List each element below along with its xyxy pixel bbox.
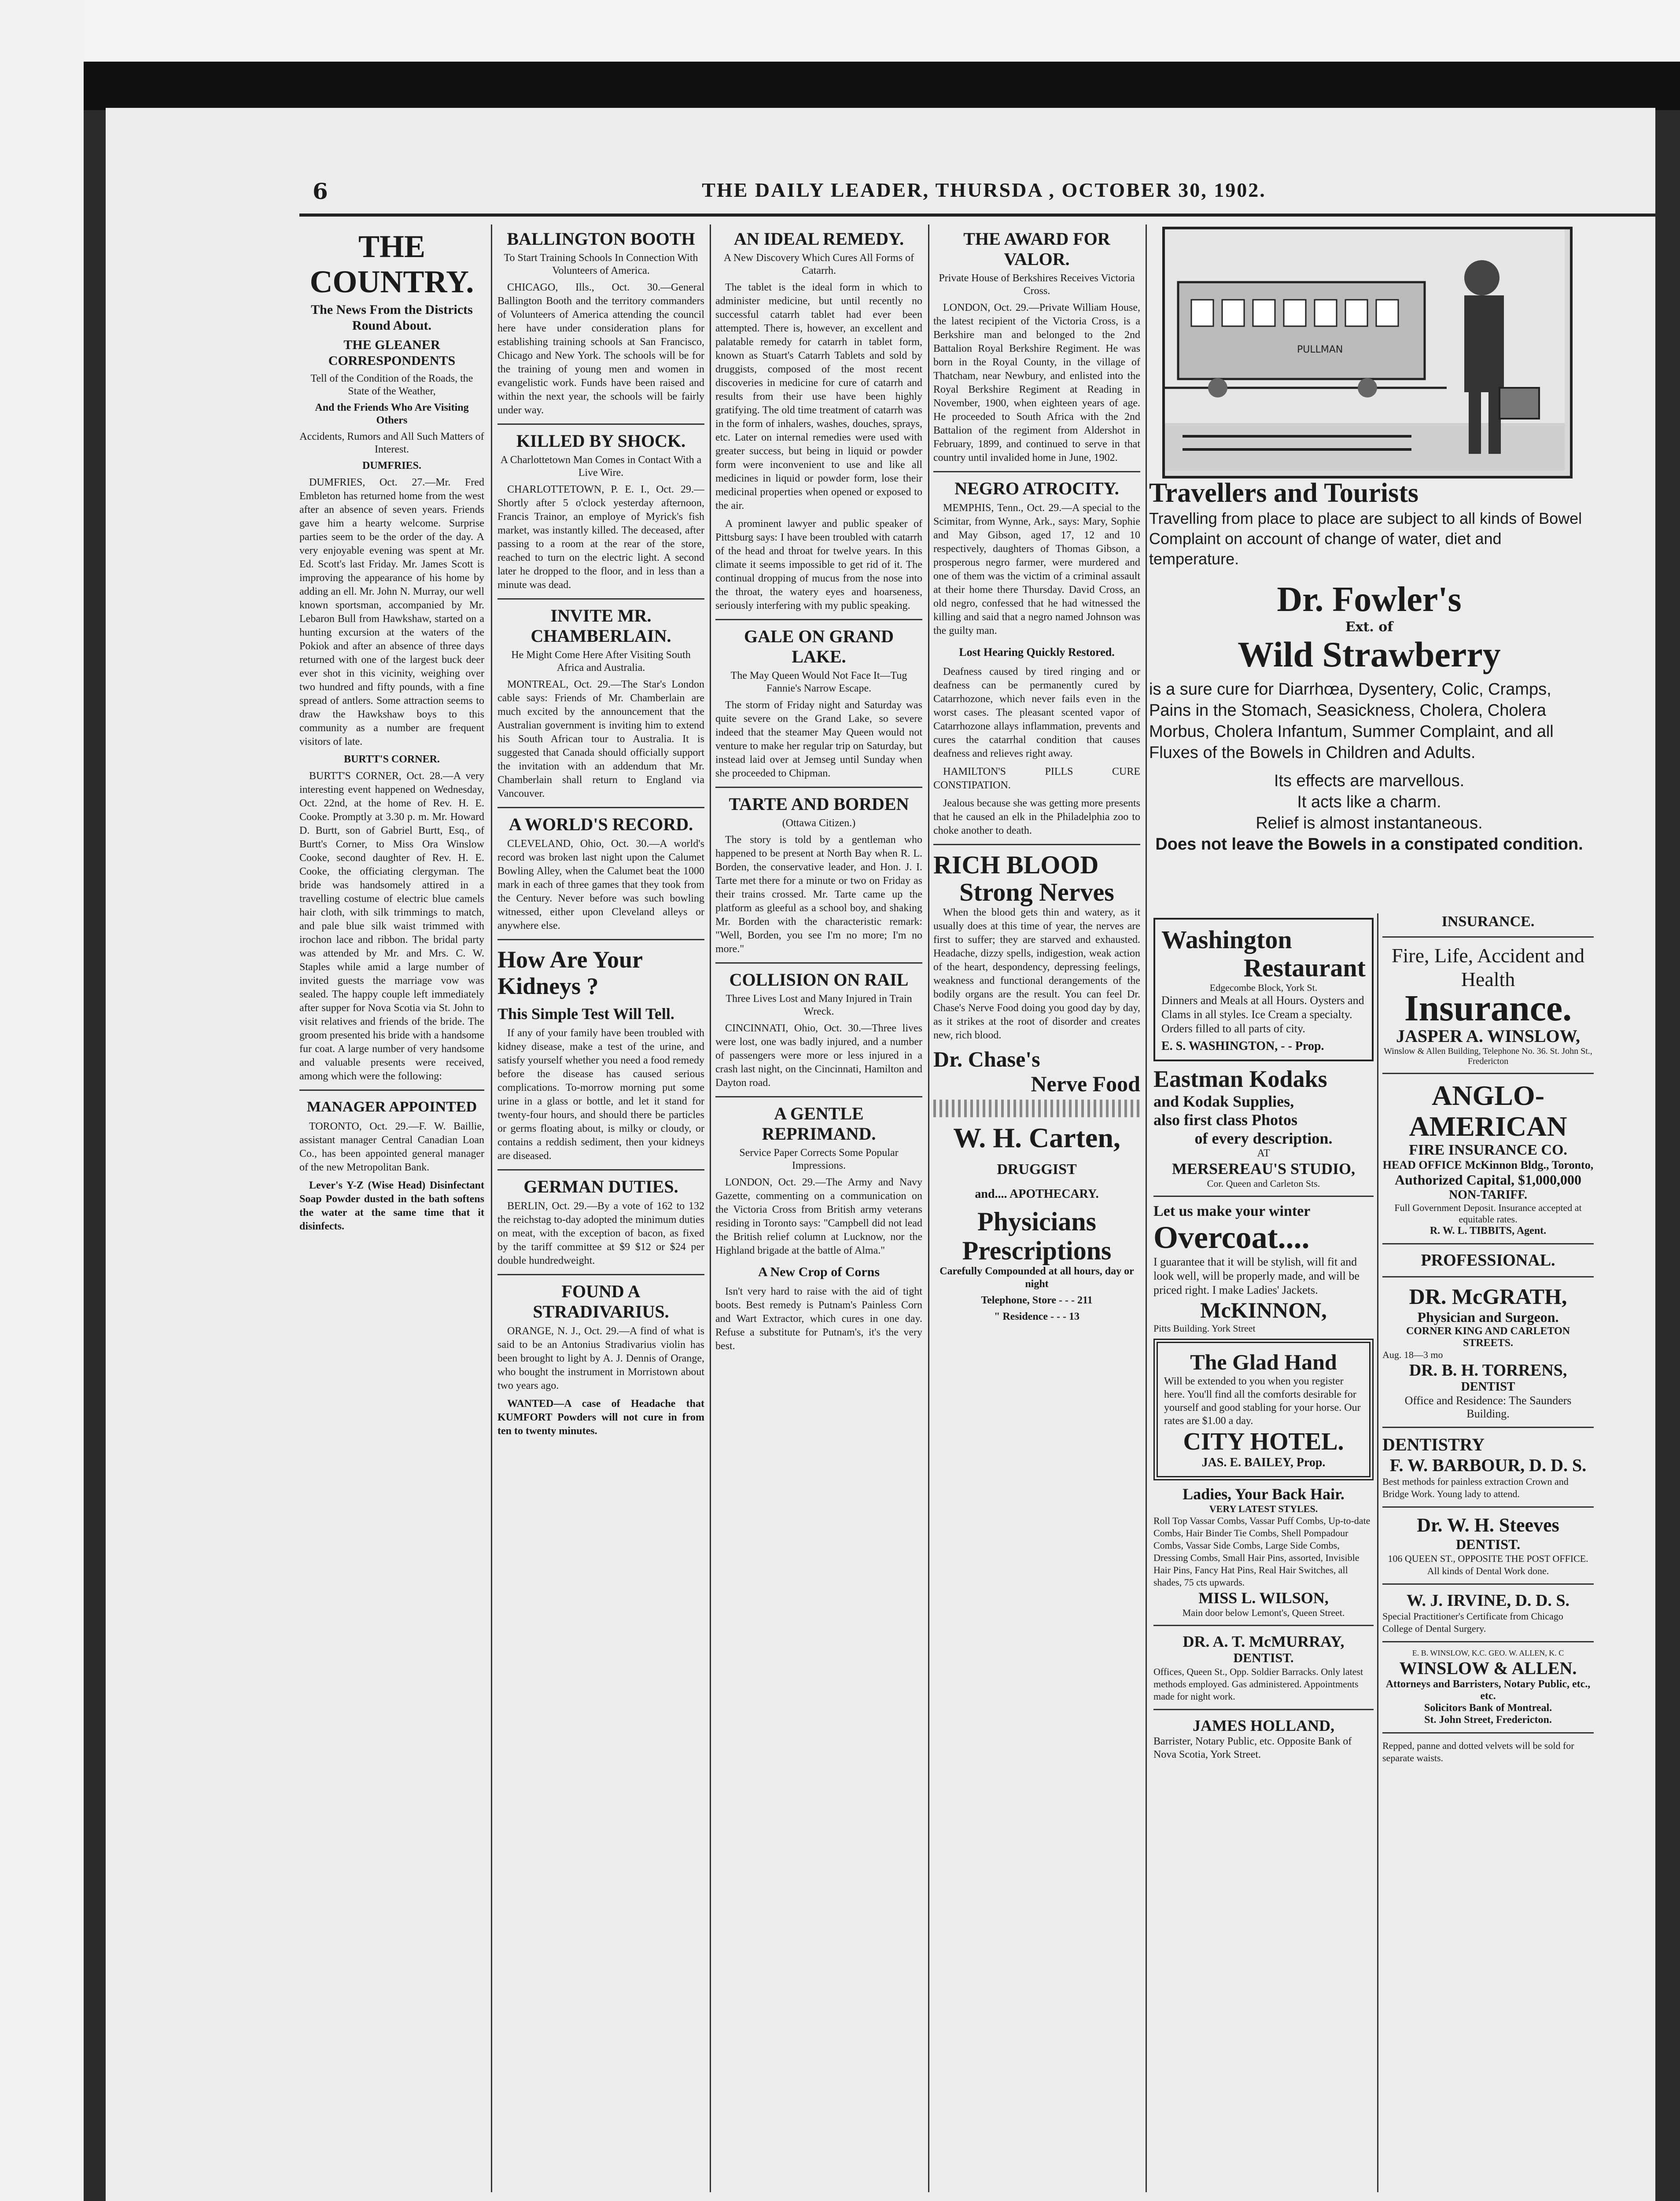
- ad-headline: Physicians Prescriptions: [962, 1207, 1112, 1265]
- headline: Lost Hearing Quickly Restored.: [959, 646, 1115, 659]
- ad-text: E. S. WASHINGTON, - - Prop.: [1161, 1039, 1324, 1053]
- headline: GALE ON GRAND LAKE.: [744, 626, 894, 666]
- headline: NEGRO ATROCITY.: [954, 478, 1119, 498]
- ad-text: Relief is almost instantaneous.: [1256, 814, 1483, 832]
- ad-name: McKINNON,: [1200, 1298, 1327, 1322]
- article-text: The storm of Friday night and Saturday was quite severe on the Grand Lake, so severe indeed that the steamer May Queen would not venture to make her regular trip on Saturday, but instead laid over at Jemseg until Sunday when she proceeded to Chipman.: [715, 699, 922, 779]
- ad-name: JASPER A. WINSLOW,: [1396, 1026, 1580, 1046]
- subhead: The News From the Districts Round About.: [311, 302, 473, 333]
- newspaper-page: [106, 108, 1655, 2201]
- ad-text: 106 QUEEN ST., OPPOSITE THE POST OFFICE. All kinds of Dental Work done.: [1388, 1553, 1588, 1576]
- washington-restaurant-ad: [1153, 918, 1374, 1061]
- ad-text: Does not leave the Bowels in a constipated condition.: [1155, 835, 1583, 854]
- divider: [1382, 1243, 1594, 1244]
- ad-text: If any of your family have been troubled with kidney disease, make a test of the urine, and satisfy yourself whether you need a food remedy before the disease has caused serious complications. To-morrow morning put some urine in a glass or bottle, and let it stand for twenty-four hours, and should there be particles or germs floating about, is milky or cloudy, or contains a reddish sediment, then your kidneys are diseased.: [497, 1027, 704, 1162]
- ad-headline-rich-blood: RICH BLOOD: [933, 850, 1099, 879]
- column-2: [497, 225, 704, 2192]
- article-text: MONTREAL, Oct. 29.—The Star's London cable says: Friends of Mr. Chamberlain are much excited by the announcement that the Australian government is inviting him to extend his South African tour to Australia. It is suggested that Canada should officially support the invitation with an addendum that Mr. Chamberlain shall return to England via Vancouver.: [497, 679, 704, 799]
- subhead: Accidents, Rumors and All Such Matters of Interest.: [299, 431, 484, 455]
- column-rule: [928, 225, 929, 2192]
- column-rule: [1146, 225, 1147, 2192]
- ad-text: Authorized Capital, $1,000,000: [1395, 1172, 1581, 1188]
- ad-text: and Kodak Supplies,: [1153, 1093, 1294, 1110]
- ad-headline-overcoat: Overcoat....: [1153, 1220, 1310, 1255]
- ad-text: E. B. WINSLOW, K.C. GEO. W. ALLEN, K. C: [1412, 1649, 1564, 1657]
- ad-headline-strong-nerves: Strong Nerves: [959, 878, 1114, 906]
- ad-text: When the blood gets thin and watery, as it usually does at this time of year, the nerves are first to suffer; they are starved and exhausted. Headache, dizzy spells, indigestion, weak action of the heart, despondency, depressing feelings, weakness and functional derangements of the bodily organs are the result. You can feel Dr. Chase's Nerve Food doing you good day by day, as it strikes at the root of disorder and creates new, rich blood.: [933, 907, 1140, 1041]
- headline: MANAGER APPOINTED: [306, 1099, 477, 1115]
- subhead: A Charlottetown Man Comes in Contact With a Live Wire.: [500, 454, 702, 478]
- ad-text: Roll Top Vassar Combs, Vassar Puff Combs, Up-to-date Combs, Hair Binder Tie Combs, Shell Pompadour Combs, Vassar Side Combs, Large Side Combs, Dressing Combs, Small Hair Pins, assorted, Invisible Hair Pins, Fancy Hat Pins, Real Hair Switches, all shades, 75 cts upwards.: [1153, 1515, 1371, 1588]
- article-text: CINCINNATI, Ohio, Oct. 30.—Three lives were lost, one was badly injured, and a number of passengers were more or less injured in a crash last night, on the Cincinnati, Hamilton and Dayton road.: [715, 1023, 922, 1089]
- headline: TARTE AND BORDEN: [729, 794, 909, 814]
- ad-text: Aug. 18—3 mo: [1382, 1349, 1443, 1360]
- divider: [497, 598, 704, 600]
- ad-text: " Residence - - - 13: [994, 1311, 1079, 1322]
- ad-name: JAMES HOLLAND,: [1192, 1717, 1335, 1734]
- ad-brand-wild-strawberry: Wild Strawberry: [1238, 634, 1501, 674]
- headline: INVITE MR. CHAMBERLAIN.: [531, 606, 671, 646]
- ad-text: Isn't very hard to raise with the aid of tight boots. Best remedy is Putnam's Painless Corn and Wart Extractor, which cures in one day. Refuse a substitute for Putnam's, it's the very best.: [715, 1286, 922, 1352]
- divider: [497, 1169, 704, 1170]
- headline-country: THE COUNTRY.: [309, 229, 474, 299]
- ad-text: It acts like a charm.: [1297, 793, 1441, 811]
- ad-subhead: DENTIST.: [1455, 1536, 1521, 1552]
- ad-headline: A New Crop of Corns: [758, 1265, 880, 1279]
- ad-headline: Washington: [1161, 925, 1292, 954]
- ad-text: Telephone, Store - - - 211: [981, 1295, 1093, 1306]
- ad-headline-kodaks: Eastman Kodaks: [1153, 1066, 1327, 1092]
- ad-text: Travelling from place to place are subject to all kinds of Bowel Complaint on account of change of water, diet and temperature.: [1149, 509, 1582, 568]
- article-text: CHARLOTTETOWN, P. E. I., Oct. 29.—Shortly after 5 o'clock yesterday afternoon, Francis Trainor, an employe of Myrick's fish market, was instantly killed. The deceased, after passing to a room at the rear of the store, reached to turn on the electric light. A second later he dropped to the floor, and in less than a minute was dead.: [497, 484, 704, 591]
- fowler-ad: [1149, 478, 1589, 855]
- ad-subhead: DENTIST: [1461, 1380, 1515, 1394]
- ad-text: is a sure cure for Diarrhœa, Dysentery, Colic, Cramps, Pains in the Stomach, Seasickness, Cholera, Cholera Morbus, Cholera Infantum, Summer Complaint, and all Fluxes of the Bowels in Children and Adults.: [1149, 680, 1554, 762]
- ad-brand: Dr. Chase's: [933, 1047, 1040, 1071]
- ad-text: Edgecombe Block, York St.: [1209, 982, 1318, 993]
- ad-text: Physician and Surgeon.: [1417, 1309, 1559, 1325]
- ad-text: also first class Photos: [1153, 1111, 1297, 1129]
- ad-text: R. W. L. TIBBITS, Agent.: [1429, 1225, 1547, 1237]
- ad-text: NON-TARIFF.: [1448, 1188, 1528, 1202]
- column-rule: [491, 225, 492, 2192]
- article-text: TORONTO, Oct. 29.—F. W. Baillie, assistant manager Central Canadian Loan Co., has been appointed general manager of the new Metropolitan Bank.: [299, 1121, 484, 1173]
- subhead: He Might Come Here After Visiting South Africa and Australia.: [511, 649, 691, 674]
- ad-headline-anglo-american: ANGLO-AMERICAN: [1409, 1080, 1567, 1142]
- ad-headline-travellers: Travellers and Tourists: [1149, 478, 1419, 508]
- ad-text: Lever's Y-Z (Wise Head) Disinfectant Soap Powder dusted in the bath softens the water at the same time that it disinfects.: [299, 1180, 484, 1232]
- ad-text: Office and Residence: The Saunders Building.: [1404, 1394, 1572, 1420]
- column-rule: [1377, 913, 1378, 2192]
- ad-subhead: DRUGGIST: [997, 1161, 1077, 1178]
- pullman-label: PULLMAN: [1297, 344, 1343, 355]
- ad-text: of every description.: [1194, 1130, 1333, 1147]
- ad-text: Main door below Lemont's, Queen Street.: [1182, 1607, 1345, 1618]
- subhead: To Start Training Schools In Connection With Volunteers of America.: [504, 252, 698, 276]
- ad-headline-city-hotel: CITY HOTEL.: [1183, 1428, 1344, 1455]
- article-text: BERLIN, Oct. 29.—By a vote of 162 to 132 the reichstag to-day adopted the minimum duties on meat, with the exception of bacon, as fixed by the tariff committee at $9 $12 or $24 per double hundredweight.: [497, 1200, 704, 1266]
- divider: [1382, 1276, 1594, 1277]
- article-text: The tablet is the ideal form in which to administer medicine, but until recently no successful catarrh tablet had ever been attempted. There is, however, an excellent and palatable remedy for catarrh in tablet form, known as Stuart's Catarrh Tablets and sold by druggists, composed of the most recent discoveries in medicine for cure of catarrh and results from their use have been highly gratifying. The old time treatment of catarrh was in the form of inhalers, washes, douches, sprays, etc. Later on internal remedies were used with greater success, but being in liquid or powder form were inconvenient to use and like all medicines in liquid or powder form, lose their medicinal properties when opened or exposed to the air.: [715, 282, 922, 512]
- subhead: Three Lives Lost and Many Injured in Train Wreck.: [726, 993, 912, 1017]
- subhead: Private House of Berkshires Receives Victoria Cross.: [939, 272, 1135, 297]
- headline: A WORLD'S RECORD.: [508, 814, 693, 834]
- divider: [1382, 1506, 1594, 1508]
- ad-text: I guarantee that it will be stylish, will fit and look well, will be properly made, and will be priced right. I make Ladies' Jackets.: [1153, 1255, 1359, 1296]
- decorative-border: [933, 1100, 1140, 1117]
- article-text: ORANGE, N. J., Oct. 29.—A find of what is said to be an Antonius Stradivarius violin has been brought to light by A. J. Dennis of Orange, who bought the instrument in Morristown about two years ago.: [497, 1325, 704, 1391]
- ad-text: Let us make your winter: [1153, 1203, 1311, 1219]
- headline: AN IDEAL REMEDY.: [733, 229, 904, 249]
- column-rule: [710, 225, 711, 2192]
- divider: [933, 844, 1140, 845]
- scan-margin-left: [0, 0, 84, 2201]
- ad-name: WINSLOW & ALLEN.: [1399, 1658, 1577, 1678]
- article-text: Deafness caused by tired ringing and or deafness can be permanently cured by Catarrhozone, which never fails even in the worst cases. The pleasant scented vapor of Catarrhozone allays inflammation, prevents and cures the catarrhal condition that causes deafness and relieves right away.: [933, 666, 1140, 759]
- column-4: [933, 225, 1140, 2192]
- ad-text: Dinners and Meals at all Hours. Oysters and Clams in all styles. Ice Cream a specialty. Orders filled to all parts of city.: [1161, 994, 1364, 1035]
- masthead: THE DAILY LEADER, THURSDA , OCTOBER 30, 1902.: [702, 179, 1266, 201]
- divider: [1382, 1641, 1594, 1642]
- ad-text: Full Government Deposit. Insurance accepted at equitable rates.: [1394, 1202, 1582, 1225]
- ad-text: Fire, Life, Accident and Health: [1391, 944, 1585, 990]
- article-text: DUMFRIES, Oct. 27.—Mr. Fred Embleton has returned home from the west after an absence of seven years. Friends gave him a hearty welcome. Surprise parties seem to be the order of the day. A very enjoyable evening was spent at Mr. Ed. Scott's last Friday. Mr. James Scott is improving the appearance of his home by adding an ell. Mr. John N. Murray, our well known sportsman, accompanied by Mr. Lebaron Bull from Hawkshaw, started on a hunting excursion at the waters of the Pokiok and after an absence of three days returned with one of the largest buck deer ever shot in this vicinity, weighing over two hundred and fifty pounds, with a fine spread of antlers. Some attraction seems to draw the Hawkshaw boys to this community as a number are frequent visitors of late.: [299, 477, 484, 747]
- column-country: [299, 225, 484, 2192]
- ad-name: DR. B. H. TORRENS,: [1409, 1361, 1567, 1380]
- article-text: CLEVELAND, Ohio, Oct. 30.—A world's record was broken last night upon the Calumet Bowling Alley, when the Calumet beat the 1000 mark in each of three games that they took from the Century. Never before was such bowling witnessed, either upon Cleveland alleys or anywhere else.: [497, 838, 704, 931]
- city-hotel-ad: [1153, 1339, 1374, 1480]
- ad-headline: Ladies, Your Back Hair.: [1183, 1485, 1345, 1503]
- ad-text: Solicitors Bank of Montreal.: [1424, 1702, 1552, 1714]
- ad-text: St. John Street, Fredericton.: [1424, 1714, 1552, 1726]
- ad-text: WANTED—A case of Headache that KUMFORT Powders will not cure in from ten to twenty minutes.: [497, 1398, 704, 1437]
- divider: [1153, 1196, 1374, 1197]
- ad-subhead: DENTISTRY: [1382, 1435, 1485, 1454]
- ad-name: W. J. IRVINE, D. D. S.: [1407, 1591, 1569, 1610]
- ad-subhead: DENTIST.: [1233, 1651, 1294, 1665]
- ad-name: DR. A. T. McMURRAY,: [1183, 1633, 1345, 1650]
- ad-subhead: VERY LATEST STYLES.: [1209, 1503, 1318, 1514]
- divider: [299, 1089, 484, 1091]
- ad-name: Dr. W. H. Steeves: [1417, 1514, 1559, 1536]
- divider: [715, 787, 922, 788]
- divider: [715, 619, 922, 620]
- subhead: The May Queen Would Not Face It—Tug Fannie's Narrow Escape.: [730, 670, 907, 694]
- ad-text: Cor. Queen and Carleton Sts.: [1207, 1178, 1320, 1189]
- ad-name-carten: W. H. Carten,: [953, 1122, 1120, 1153]
- ad-subhead: This Simple Test Will Tell.: [497, 1005, 674, 1023]
- ad-text: Pitts Building. York Street: [1153, 1323, 1256, 1334]
- divider: [1153, 1709, 1374, 1710]
- subhead: (Ottawa Citizen.): [782, 817, 856, 829]
- ad-text: Winslow & Allen Building, Telephone No. 36. St. John St., Fredericton: [1384, 1046, 1592, 1066]
- section-heading: BURTT'S CORNER.: [344, 754, 440, 765]
- ad-text: Repped, panne and dotted velvets will be sold for separate waists.: [1382, 1740, 1574, 1763]
- ad-text: CORNER KING AND CARLETON STREETS.: [1406, 1325, 1570, 1349]
- article-text: MEMPHIS, Tenn., Oct. 29.—A special to the Scimitar, from Wynne, Ark., says: Mary, Sophie and May Gibson, aged 17, 12 and 10 respectively, daughters of Thomas Gibson, a prosperous negro farmer, were murdered and one of them was the victim of a criminal assault at their home there Thursday. David Cross, an old negro, confessed that he had witnessed the killing and said that a negro named Johnson was the guilty man.: [933, 502, 1140, 637]
- headline: KILLED BY SHOCK.: [516, 431, 686, 451]
- article-text: BURTT'S CORNER, Oct. 28.—A very interesting event happened on Wednesday, Oct. 22nd, at the home of Rev. H. E. Cooke. Promptly at 3.30 p. m. Mr. Howard D. Burtt, son of Gabriel Burtt, Esq., of Burtt's Corner, to Miss Ora Winslow Cooke, second daughter of Rev. H. E. Cooke, the officiating clergyman. The bride was handsomely attired in a travelling costume of electric blue camels hair cloth, with silk trimmings to match, and pale blue silk waist trimmed with irochon lace and ribbon. The bridal party was attended by Mr. and Mrs. C. W. Staples while amid a large number of invited guests the marriage vow was sealed. The happy couple left immediately after supper for Nova Scotia via St. John to visit relatives and friends of the bride. The groom presented his bride with a handsome fur coat. A large number of very handsome and valuable presents were received, among which were the following:: [299, 770, 484, 1082]
- ad-text: AT: [1257, 1148, 1270, 1159]
- subhead: And the Friends Who Are Visiting Others: [315, 402, 469, 426]
- ad-text: Attorneys and Barristers, Notary Public, etc., etc.: [1385, 1678, 1591, 1702]
- ad-subhead: PROFESSIONAL.: [1421, 1251, 1555, 1270]
- ad-text: Will be extended to you when you register here. You'll find all the comforts desirable for yourself and good stabling for your horse. Our rates are $1.00 a day.: [1164, 1376, 1361, 1427]
- divider: [1153, 1625, 1374, 1626]
- masthead-rule: [299, 213, 1655, 217]
- ad-subhead: Ext. of: [1345, 619, 1393, 635]
- divider: [933, 471, 1140, 472]
- article-text: A prominent lawyer and public speaker of Pittsburg says: I have been troubled with catarrh of the head and throat for twelve years. In this climate it seems impossible to get rid of it. The continual dropping of mucus from the nose into the throat, the watery eyes and hoarseness, seriously interfering with my public speaking.: [715, 518, 922, 611]
- headline: GERMAN DUTIES.: [523, 1177, 678, 1196]
- ad-headline: Restaurant: [1243, 953, 1366, 982]
- divider: [715, 1096, 922, 1097]
- ad-text: Offices, Queen St., Opp. Soldier Barracks. Only latest methods employed. Gas administered. Appointments made for night work.: [1153, 1666, 1363, 1702]
- ad-text: Special Practitioner's Certificate from Chicago College of Dental Surgery.: [1382, 1611, 1563, 1634]
- ad-brand-fowler: Dr. Fowler's: [1277, 580, 1462, 619]
- divider: [497, 939, 704, 940]
- ad-name: F. W. BARBOUR, D. D. S.: [1389, 1455, 1587, 1475]
- article-text: CHICAGO, Ills., Oct. 30.—General Ballington Booth and the territory commanders of Volunteers of America attending the council here have under consideration plans for establishing training schools at San Francisco, Chicago and New York. The schools will be for the training of young men and women in evangelistic work. Funds have been raised and within the next year, the schools will be fairly under way.: [497, 282, 704, 416]
- ad-headline-insurance: Insurance.: [1404, 988, 1572, 1029]
- headline: A GENTLE REPRIMAND.: [762, 1104, 876, 1144]
- divider: [715, 962, 922, 964]
- train-station-drawing: [1165, 229, 1565, 471]
- ad-headline-glad-hand: The Glad Hand: [1190, 1350, 1337, 1374]
- headline: BALLINGTON BOOTH: [507, 229, 695, 249]
- divider: [1382, 936, 1594, 938]
- ad-text: Its effects are marvellous.: [1274, 772, 1465, 790]
- article-text: Jealous because she was getting more presents that he caused an elk in the Philadelphia zoo to choke another to death.: [933, 798, 1140, 836]
- divider: [1382, 1427, 1594, 1428]
- ad-text: MERSEREAU'S STUDIO,: [1172, 1160, 1356, 1178]
- article-text: LONDON, Oct. 29.—Private William House, the latest recipient of the Victoria Cross, is a Berkshire man and belonged to the 2nd Battalion Royal Berkshire Regiment. He was born in the Royal County, in the village of Thatcham, near Newbury, and enlisted into the Royal Berkshire Regiment at Reading in November, 1900, when eighteen years of age. He proceeded to South Africa with the 2nd Battalion of the regiment from Aldershot in February, 1899, and continued to serve in that country until invalided home in June, 1902.: [933, 302, 1140, 464]
- ad-text: Barrister, Notary Public, etc. Opposite Bank of Nova Scotia, York Street.: [1153, 1736, 1352, 1760]
- ad-brand: Nerve Food: [1031, 1071, 1140, 1096]
- subhead: A New Discovery Which Cures All Forms of Catarrh.: [723, 252, 914, 276]
- ad-subhead: INSURANCE.: [1441, 913, 1535, 930]
- headline: THE AWARD FOR VALOR.: [963, 229, 1110, 269]
- column-5-ads: [1153, 913, 1374, 2192]
- subhead: THE GLEANER CORRESPONDENTS: [328, 338, 456, 368]
- ad-text: HAMILTON'S PILLS CURE CONSTIPATION.: [933, 766, 1140, 791]
- scan-margin-top: [0, 0, 1680, 62]
- divider: [497, 807, 704, 808]
- divider: [1382, 1732, 1594, 1734]
- divider: [1382, 1073, 1594, 1074]
- film-edge: [84, 62, 1680, 110]
- ad-text: Best methods for painless extraction Crown and Bridge Work. Young lady to attend.: [1382, 1476, 1569, 1499]
- headline: FOUND A STRADIVARIUS.: [533, 1281, 669, 1321]
- column-6-ads: [1382, 913, 1594, 2192]
- subhead: Service Paper Corrects Some Popular Impressions.: [739, 1147, 899, 1171]
- ad-name: MISS L. WILSON,: [1198, 1589, 1329, 1607]
- ad-text: JAS. E. BAILEY, Prop.: [1201, 1456, 1326, 1469]
- ad-subhead: FIRE INSURANCE CO.: [1409, 1142, 1567, 1158]
- ad-subhead: and.... APOTHECARY.: [975, 1187, 1099, 1201]
- divider: [497, 423, 704, 425]
- column-3: [715, 225, 922, 2192]
- headline: COLLISION ON RAIL: [729, 970, 909, 990]
- ad-text: HEAD OFFICE McKinnon Bldg., Toronto,: [1382, 1159, 1594, 1171]
- ad-text: Carefully Compounded at all hours, day or night: [939, 1266, 1134, 1290]
- section-heading: DUMFRIES.: [362, 460, 421, 471]
- page-number: 6: [313, 178, 328, 204]
- train-illustration: [1162, 227, 1573, 478]
- divider: [1382, 1583, 1594, 1585]
- ad-name: DR. McGRATH,: [1409, 1284, 1567, 1309]
- divider: [497, 1274, 704, 1275]
- subhead: Tell of the Condition of the Roads, the State of the Weather,: [310, 373, 473, 397]
- article-text: The story is told by a gentleman who happened to be present at North Bay when R. L. Borden, the conservative leader, and Hon. J. I. Tarte met there for a minute or two on Friday as their trains crossed. Mr. Tarte came up the platform as gleeful as a school boy, and shaking Mr. Borden with the characteristic remark: "Well, Borden, you see I'm no more; I'm no more.": [715, 834, 922, 955]
- article-text: LONDON, Oct. 29.—The Army and Navy Gazette, commenting on a communication on the Victoria Cross from British army veterans residing in Toronto says: "Campbell did not lead the British relief column at Lucknow, nor the Highland brigade at the battle of Alma.": [715, 1177, 922, 1256]
- ad-headline-kidneys: How Are Your Kidneys ?: [497, 946, 643, 999]
